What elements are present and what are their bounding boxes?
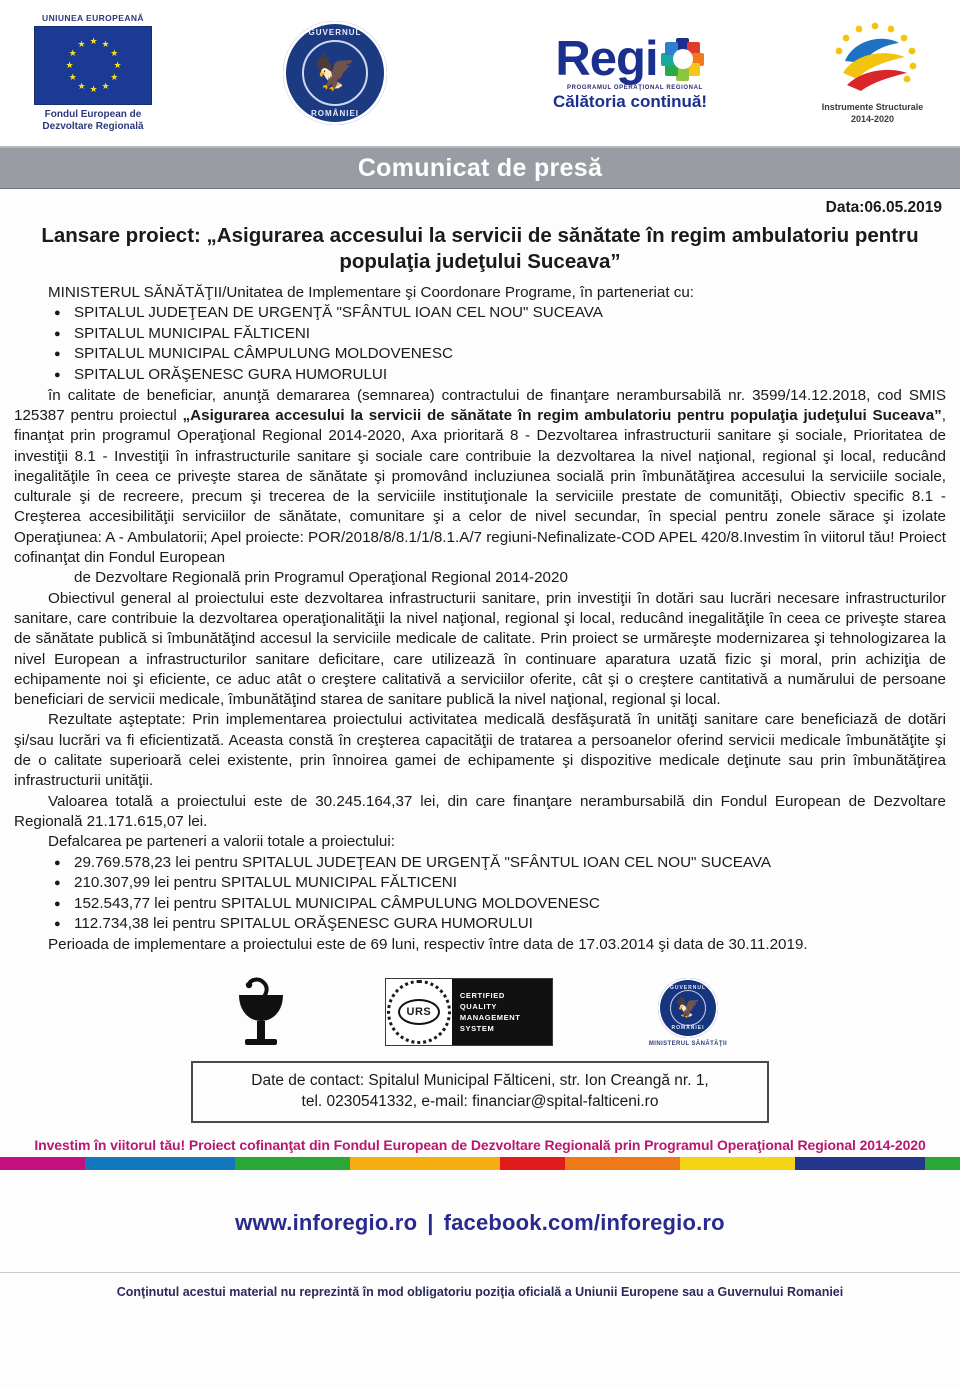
list-item: ● 210.307,99 lei pentru SPITALUL MUNICIPAL FĂLTICENI: [54, 873, 946, 894]
government-seal-icon: [283, 21, 387, 125]
page-title-line1: Lansare proiect: „Asigurarea accesului la servicii de sănătate în regim ambulatoriu: [41, 224, 850, 247]
color-stripe-segment: [795, 1157, 925, 1170]
government-of-romania-logo: [250, 0, 420, 146]
eu-star-icon: ★: [77, 80, 86, 91]
color-stripe: [0, 1157, 960, 1170]
press-release-band: [0, 148, 960, 189]
regio-wordmark: [555, 31, 704, 86]
instrumente-structurale-logo: [790, 0, 955, 146]
bowl-of-hygieia-icon: [233, 973, 289, 1051]
eu-logo-caption-line1: Fondul European de: [44, 109, 142, 120]
regio-subtitle: PROGRAMUL OPERAŢIONAL REGIONAL: [567, 84, 703, 91]
paragraph-beneficiar-part2: , finanţat prin programul Operaţional Regional 2014-2020, Axa prioritară 8 - Dezvoltarea infrastructurii sanitare şi sociale, Prioritatea de investiţii 8.1 - Investiţii în infrastructurile sanitare şi sociale care contribuie la dezvoltarea la nivel naţional, regional şi local, reducând inegalităţile în ceea ce priveşte starea de sănătate şi promovând incluziunea socială prin îmbunătăţirea accesului la serviciile sociale, culturale şi de recreere, precum şi trecerea de la serviciile instituţionale la serviciile prestate de comunităţi, Obiectiv specific 8.1 - Creşterea accesibilităţii serviciilor de sănătate, comunitare şi a celor de nivel secundar, în special pentru zonele sărace şi izolate Operaţiunea: A - Ambulatorii; Apel proiecte: POR/2018/8/8.1/1/8.1.A/7 regiuni-Nefinalizate-COD APEL 420/8.Investim în viitorul tău! Proiect cofinanţat din Fondul European: [14, 406, 946, 567]
eu-star-icon: ★: [110, 48, 119, 58]
instrumente-caption-line2: 2014-2020: [850, 114, 895, 124]
page-title-line2: pentru populaţia judeţului Suceava”: [339, 224, 919, 273]
eu-star-icon: ★: [89, 84, 98, 94]
regio-logo: [500, 0, 760, 146]
urs-mark: URS: [398, 999, 440, 1025]
eu-star-icon: ★: [101, 39, 110, 50]
ministry-seal-label-bottom: ROMÂNIEI: [671, 1024, 705, 1031]
paragraph-obiectiv-general: Obiectivul general al proiectului este dezvoltarea infrastructurii sanitare, prin investiţii în dotări sau lucrări necesare infrastructurilor sanitare, care contribuie la dezvoltarea operaţionalităţii la nivel naţional, regional şi local, reducând inegalităţile în ceea ce priveşte starea de sănătate publică si îmbunătăţind accesul la serviciile medicale de calitate. Prin proiect se urmăreşte modernizarea şi tehnologizarea la nivel European a infrastructurilor sanitare deficitare, care utilizează în continuare aparatura uzată fizic şi moral, prin achiziţia de echipamente noi şi eficiente, ce aduc atât o creştere calitativă a serviciilor oferite, cât şi o creştere cantitativă a numărului de persoane beneficiari de servicii medicale, îmbunătăţind starea de sanitare publică la nivel naţional, regional şi local.: [14, 589, 946, 709]
investment-slogan: Investim în viitorul tău! Proiect cofinanţat din Fondul European de Dezvoltare Regională prin Programul Operaţional Regional 2014-2020: [34, 1137, 926, 1154]
ministry-eagle-icon: 🦅: [670, 990, 706, 1026]
list-item: ● 112.734,38 lei pentru SPITALUL ORĂŞENESC GURA HUMORULUI: [54, 914, 946, 935]
government-seal-label-top: GUVERNUL: [308, 28, 362, 37]
urs-text-line4: SYSTEM: [459, 1024, 495, 1034]
color-stripe-segment: [680, 1157, 795, 1170]
color-stripe-segment: [500, 1157, 565, 1170]
urs-text-line2: QUALITY: [459, 1002, 497, 1012]
regio-wheel-center: [673, 49, 693, 69]
instrumente-caption-line1: Instrumente Structurale: [821, 102, 924, 112]
legal-disclaimer: Conţinutul acestui material nu reprezintă în mod obligatoriu poziţia oficială a Uniunii Europene sau a Guvernului Romaniei: [0, 1272, 960, 1299]
regio-slogan: Călătoria continuă!: [553, 91, 707, 111]
list-item: ● SPITALUL MUNICIPAL FĂLTICENI: [54, 324, 946, 345]
eu-star-icon: ★: [68, 48, 77, 58]
partners-list: [54, 303, 946, 385]
paragraph-beneficiar-continuation: de Dezvoltare Regională prin Programul Operaţional Regional 2014-2020: [74, 569, 568, 587]
contact-line1: Date de contact: Spitalul Municipal Fălticeni, str. Ion Creangă nr. 1,: [251, 1072, 709, 1090]
contact-details-box: [191, 1061, 769, 1123]
contact-line2: tel. 0230541332, e-mail: financiar@spital-falticeni.ro: [301, 1093, 659, 1111]
eu-star-icon: ★: [101, 80, 110, 91]
color-stripe-segment: [0, 1157, 85, 1170]
list-item: ● 29.769.578,23 lei pentru SPITALUL JUDEŢEAN DE URGENŢĂ "SFÂNTUL IOAN CEL NOU" SUCEAVA: [54, 853, 946, 874]
color-stripe-segment: [350, 1157, 500, 1170]
color-stripe-segment: [85, 1157, 235, 1170]
eu-star-icon: ★: [65, 60, 74, 70]
urs-certification-badge: [385, 978, 553, 1046]
page-title: [20, 223, 940, 275]
eu-star-icon: ★: [77, 39, 86, 50]
eu-logo-caption-line2: Dezvoltare Regională: [42, 121, 144, 132]
intro-paragraph: MINISTERUL SĂNĂTĂŢII/Unitatea de Implementare şi Coordonare Programe, în parteneriat cu:: [48, 284, 695, 301]
list-item: ● SPITALUL JUDEŢEAN DE URGENŢĂ "SFÂNTUL IOAN CEL NOU" SUCEAVA: [54, 303, 946, 324]
urs-text-line1: CERTIFIED: [459, 991, 505, 1001]
urs-certification-text: [452, 990, 552, 1034]
romanian-eagle-icon: 🦅: [302, 40, 368, 106]
paragraph-valoare-totala: Valoarea totală a proiectului este de 30.245.164,37 lei, din care finanţare nerambursabilă din Fondul European de Dezvoltare Regională 21.171.615,07 lei.: [14, 792, 946, 830]
list-item: ● 152.543,77 lei pentru SPITALUL MUNICIPAL CÂMPULUNG MOLDOVENESC: [54, 894, 946, 915]
eu-star-icon: ★: [89, 36, 98, 46]
instrumente-structurale-caption: [822, 101, 924, 125]
link-separator: |: [427, 1210, 434, 1236]
ministry-of-health-logo: [649, 978, 727, 1047]
press-release-band-title: Comunicat de presă: [357, 153, 603, 182]
ministry-caption: MINISTERUL SĂNĂTĂŢII: [648, 1040, 728, 1047]
list-item: ● SPITALUL ORĂŞENESC GURA HUMORULUI: [54, 365, 946, 386]
ministry-seal-label-top: GUVERNUL: [669, 984, 707, 991]
paragraph-rezultate-asteptate: Rezultate aşteptate: Prin implementarea proiectului activitatea medicală desfăşurată în unităţi sanitare care beneficiază de dotări şi/sau lucrări va fi eficientizată. Aceasta constă în creşterea capacităţii de tratarea a persoanelor oferind servicii medicale îmbunătăţite şi de o calitate superioară celei existente, prin înnoirea gamei de echipamente şi dispozitive medicale deţinute sau prin îmbunătăţirea infrastructurii unităţii.: [14, 711, 946, 790]
urs-text-line3: MANAGEMENT: [459, 1013, 521, 1023]
regio-wheel-segment: [676, 68, 689, 81]
instrumente-structurale-icon: [819, 21, 927, 99]
list-item: ● SPITALUL MUNICIPAL CÂMPULUNG MOLDOVENESC: [54, 344, 946, 365]
eu-star-icon: ★: [110, 72, 119, 82]
header-logo-strip: [0, 0, 960, 148]
project-name-bold: „Asigurarea accesului la servicii de sănătate în regim ambulatoriu pentru populaţia judeţului Suceava”: [182, 406, 942, 424]
eu-star-icon: ★: [68, 72, 77, 82]
color-stripe-segment: [565, 1157, 680, 1170]
paragraph-perioada-implementare: Perioada de implementare a proiectului este de 69 luni, respectiv între data de 17.03.2014 şi data de 30.11.2019.: [48, 935, 808, 953]
ministry-seal-icon: [658, 978, 718, 1038]
regio-wordmark-text: Regi: [555, 31, 658, 86]
eu-logo-caption-bottom: [42, 109, 143, 133]
color-stripe-segment: [235, 1157, 350, 1170]
eu-star-icon: ★: [113, 60, 122, 70]
defalcare-label: Defalcarea pe parteneri a valorii totale a proiectului:: [48, 833, 395, 851]
inforegio-website-link[interactable]: www.inforegio.ro: [235, 1210, 418, 1236]
government-seal-label-bottom: ROMÂNIEI: [311, 109, 359, 118]
defalcare-list: [54, 853, 946, 935]
eu-flag-icon: [34, 26, 152, 105]
color-stripe-segment: [925, 1157, 960, 1170]
inforegio-links: [0, 1210, 960, 1236]
document-body: [0, 189, 960, 1123]
document-date: Data:06.05.2019: [825, 199, 942, 216]
regio-color-wheel-icon: [661, 37, 705, 81]
urs-seal-icon: [387, 980, 451, 1044]
inforegio-facebook-link[interactable]: facebook.com/inforegio.ro: [443, 1210, 725, 1236]
eu-logo: [8, 0, 178, 146]
paragraph-beneficiar: [14, 386, 946, 569]
eu-logo-caption-top: UNIUNEA EUROPEANĂ: [42, 13, 144, 23]
footer-logo-row: [14, 969, 946, 1055]
paragraph-beneficiar-part1: în calitate de beneficiar, anunţă demararea (semnarea) contractului de finanţare nerambursabilă nr. 3599/14.12.2018, cod SMIS 125387 pentru proiectul: [14, 386, 946, 424]
